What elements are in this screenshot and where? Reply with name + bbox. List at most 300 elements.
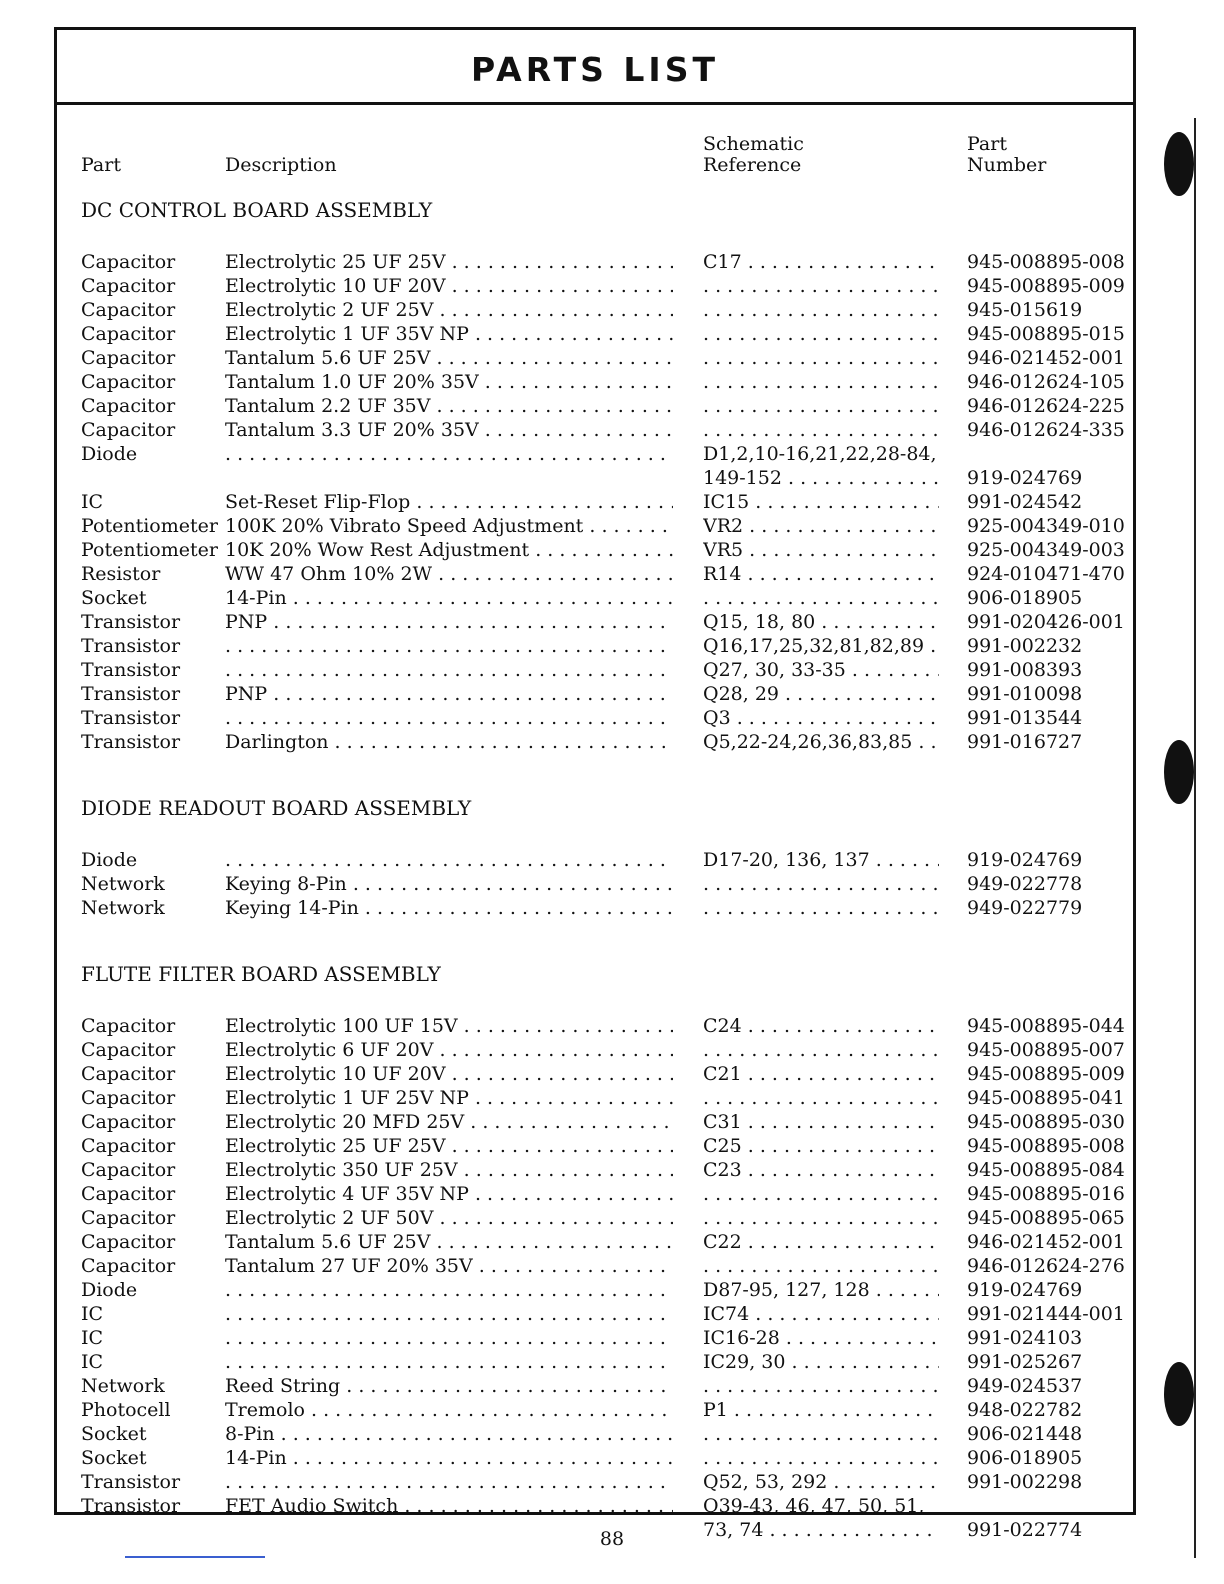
table-row — [81, 848, 1123, 872]
part-number — [967, 634, 1137, 658]
table-row — [81, 634, 1123, 658]
part-name — [81, 298, 225, 322]
part-number-text: 948-022782 — [967, 1399, 1083, 1421]
part-number-text: 946-021452-001 — [967, 1231, 1125, 1253]
table-row — [81, 1278, 1123, 1302]
schematic-reference — [703, 394, 939, 418]
schematic-reference-text: Q28, 29 — [703, 683, 780, 705]
part-description-text: Tantalum 5.6 UF 25V — [225, 1231, 431, 1253]
part-description-text: PNP — [225, 611, 268, 633]
part-name — [81, 634, 225, 658]
part-name-text: IC — [81, 491, 104, 513]
part-number — [967, 1422, 1137, 1446]
part-number-text: 945-008895-015 — [967, 323, 1125, 345]
part-description-text: Set-Reset Flip-Flop — [225, 491, 411, 513]
part-number-text: 991-002298 — [967, 1471, 1083, 1493]
schematic-reference — [703, 322, 939, 346]
part-number — [967, 1134, 1137, 1158]
schematic-reference — [703, 1470, 939, 1494]
part-description — [225, 1014, 673, 1038]
part-number-text: 991-024542 — [967, 491, 1083, 513]
part-description-text: FET Audio Switch — [225, 1495, 399, 1517]
part-name-text: Transistor — [81, 731, 181, 753]
schematic-reference-text: Q27, 30, 33-35 — [703, 659, 846, 681]
part-name-text: Transistor — [81, 659, 181, 681]
page-number: 88 — [599, 1528, 625, 1550]
section-title: FLUTE FILTER BOARD ASSEMBLY — [81, 962, 441, 986]
part-name — [81, 1110, 225, 1134]
part-name-text: Capacitor — [81, 299, 176, 321]
part-name-text: Diode — [81, 849, 138, 871]
schematic-reference-line2-text: 73, 74 — [703, 1519, 764, 1541]
part-description-text: 10K 20% Wow Rest Adjustment — [225, 539, 530, 561]
schematic-reference — [703, 490, 939, 514]
table-row — [81, 1230, 1123, 1254]
table-row — [81, 1014, 1123, 1038]
part-description — [225, 1350, 673, 1374]
part-description — [225, 1302, 673, 1326]
part-description-text: Reed String — [225, 1375, 341, 1397]
header-number-line1: Part — [967, 133, 1007, 155]
part-number — [967, 250, 1137, 274]
header-number-line2: Number — [967, 154, 1047, 176]
part-name-text: Transistor — [81, 707, 181, 729]
schematic-reference — [703, 1446, 939, 1470]
part-name-text: Capacitor — [81, 251, 176, 273]
schematic-reference-text: IC29, 30 — [703, 1351, 786, 1373]
schematic-reference-text: IC74 — [703, 1303, 750, 1325]
part-number — [967, 1014, 1137, 1038]
part-name — [81, 706, 225, 730]
part-number-text: 946-021452-001 — [967, 347, 1125, 369]
part-name-text: Socket — [81, 1447, 147, 1469]
part-name-text: Capacitor — [81, 1231, 176, 1253]
part-number — [967, 1350, 1137, 1374]
schematic-reference — [703, 872, 939, 896]
schematic-reference — [703, 514, 939, 538]
part-number — [967, 346, 1137, 370]
schematic-reference — [703, 1086, 939, 1110]
part-description — [225, 1254, 673, 1278]
part-description — [225, 730, 673, 754]
part-number — [967, 298, 1137, 322]
part-name — [81, 730, 225, 754]
part-description-text: Tantalum 3.3 UF 20% 35V — [225, 419, 479, 441]
schematic-reference — [703, 634, 939, 658]
schematic-reference — [703, 1326, 939, 1350]
part-description — [225, 418, 673, 442]
part-description — [225, 610, 673, 634]
part-name — [81, 1326, 225, 1350]
header-schematic-reference — [703, 134, 804, 176]
schematic-reference — [703, 274, 939, 298]
part-number — [967, 706, 1137, 730]
part-name-text: Capacitor — [81, 1111, 176, 1133]
schematic-reference-text: C24 — [703, 1015, 742, 1037]
part-number-text: 945-008895-008 — [967, 251, 1125, 273]
schematic-reference — [703, 848, 939, 872]
part-description-text: 14-Pin — [225, 587, 287, 609]
schematic-reference-text: C31 — [703, 1111, 742, 1133]
schematic-reference — [703, 1158, 939, 1182]
schematic-reference-text: Q3 — [703, 707, 731, 729]
table-row — [81, 1326, 1123, 1350]
schematic-reference — [703, 1014, 939, 1038]
part-name-text: Capacitor — [81, 1183, 176, 1205]
part-name — [81, 490, 225, 514]
schematic-reference-line2-text: 149-152 — [703, 467, 782, 489]
schematic-reference — [703, 610, 939, 634]
part-number — [967, 394, 1137, 418]
part-description-text: 8-Pin — [225, 1423, 275, 1445]
schematic-reference-text: P1 — [703, 1399, 728, 1421]
part-name — [81, 346, 225, 370]
part-description — [225, 1422, 673, 1446]
schematic-reference — [703, 1230, 939, 1254]
part-number — [967, 896, 1137, 920]
part-number-text: 991-013544 — [967, 707, 1083, 729]
part-number-text: 949-022778 — [967, 873, 1083, 895]
part-name-text: Capacitor — [81, 1159, 176, 1181]
schematic-reference-text: IC16-28 — [703, 1327, 780, 1349]
part-name-text: Capacitor — [81, 1015, 176, 1037]
part-description — [225, 562, 673, 586]
part-name-text: Diode — [81, 1279, 138, 1301]
part-number-text: 946-012624-105 — [967, 371, 1125, 393]
part-name — [81, 872, 225, 896]
part-description-text: Electrolytic 100 UF 15V — [225, 1015, 458, 1037]
schematic-reference — [703, 682, 939, 706]
part-number-text: 946-012624-276 — [967, 1255, 1125, 1277]
schematic-reference — [703, 370, 939, 394]
table-row — [81, 1350, 1123, 1374]
part-name — [81, 1278, 225, 1302]
part-number — [967, 418, 1137, 442]
part-number — [967, 658, 1137, 682]
part-number-text: 991-025267 — [967, 1351, 1083, 1373]
schematic-reference — [703, 1062, 939, 1086]
schematic-reference-text: C22 — [703, 1231, 742, 1253]
part-number — [967, 1278, 1137, 1302]
part-number — [967, 610, 1137, 634]
part-name-text: Potentiometer — [81, 515, 218, 537]
part-name-text: Capacitor — [81, 275, 176, 297]
part-name-text: Transistor — [81, 1495, 181, 1517]
part-number — [967, 1038, 1137, 1062]
part-description — [225, 1086, 673, 1110]
part-name — [81, 250, 225, 274]
part-name — [81, 896, 225, 920]
part-name-text: Resistor — [81, 563, 161, 585]
table-row — [81, 490, 1123, 514]
part-name — [81, 1470, 225, 1494]
part-name — [81, 418, 225, 442]
part-number-text: 991-021444-001 — [967, 1303, 1125, 1325]
part-name-text: Diode — [81, 443, 138, 465]
part-description-text: Electrolytic 25 UF 25V — [225, 251, 446, 273]
part-name — [81, 586, 225, 610]
part-description-text: PNP — [225, 683, 268, 705]
part-description — [225, 490, 673, 514]
part-description-text: Keying 14-Pin — [225, 897, 359, 919]
part-number — [967, 1062, 1137, 1086]
table-row — [81, 682, 1123, 706]
part-number-text: 945-015619 — [967, 299, 1083, 321]
part-number-text: 924-010471-470 — [967, 563, 1125, 585]
part-number — [967, 586, 1137, 610]
part-number — [967, 274, 1137, 298]
schematic-reference-text: VR5 — [703, 539, 744, 561]
part-name — [81, 370, 225, 394]
part-name — [81, 1038, 225, 1062]
part-description — [225, 658, 673, 682]
section-title: DC CONTROL BOARD ASSEMBLY — [81, 198, 433, 222]
part-description — [225, 848, 673, 872]
part-description — [225, 1134, 673, 1158]
table-row — [81, 1206, 1123, 1230]
part-name-text: Photocell — [81, 1399, 171, 1421]
part-number — [967, 514, 1137, 538]
section-title: DIODE READOUT BOARD ASSEMBLY — [81, 796, 472, 820]
schematic-reference — [703, 298, 939, 322]
part-number — [967, 1254, 1137, 1278]
part-description — [225, 250, 673, 274]
part-name-text: Network — [81, 1375, 165, 1397]
part-description — [225, 586, 673, 610]
part-number-text: 906-018905 — [967, 587, 1083, 609]
part-name — [81, 1254, 225, 1278]
part-number — [967, 1206, 1137, 1230]
table-row — [81, 658, 1123, 682]
part-description — [225, 1446, 673, 1470]
schematic-reference — [703, 1278, 939, 1302]
part-number — [967, 848, 1137, 872]
table-row — [81, 298, 1123, 322]
table-row — [81, 610, 1123, 634]
part-description — [225, 274, 673, 298]
part-number — [967, 1398, 1137, 1422]
binder-margin-line — [1194, 118, 1196, 1558]
binder-hole — [1164, 740, 1194, 804]
part-description — [225, 442, 673, 466]
part-name-text: Capacitor — [81, 1039, 176, 1061]
part-number-text: 945-008895-041 — [967, 1087, 1125, 1109]
part-description-text: WW 47 Ohm 10% 2W — [225, 563, 433, 585]
schematic-reference — [703, 418, 939, 442]
part-description-text: Electrolytic 6 UF 20V — [225, 1039, 434, 1061]
part-description-text: Electrolytic 4 UF 35V NP — [225, 1183, 469, 1205]
table-row — [81, 394, 1123, 418]
schematic-reference-text: D87-95, 127, 128 — [703, 1279, 870, 1301]
part-name — [81, 610, 225, 634]
part-number — [967, 1182, 1137, 1206]
table-row — [81, 538, 1123, 562]
part-description — [225, 1398, 673, 1422]
part-number-text: 945-008895-016 — [967, 1183, 1125, 1205]
part-name-text: Socket — [81, 1423, 147, 1445]
part-description-text: Electrolytic 10 UF 20V — [225, 1063, 446, 1085]
header-description: Description — [225, 154, 337, 176]
part-description — [225, 706, 673, 730]
table-row — [81, 1398, 1123, 1422]
part-number — [967, 490, 1137, 514]
part-description-text: Electrolytic 2 UF 50V — [225, 1207, 434, 1229]
schematic-reference-line2 — [703, 466, 939, 490]
part-name — [81, 1350, 225, 1374]
part-number — [967, 466, 1137, 490]
part-number-text: 906-018905 — [967, 1447, 1083, 1469]
table-row — [81, 250, 1123, 274]
schematic-reference — [703, 538, 939, 562]
part-number — [967, 872, 1137, 896]
part-description — [225, 538, 673, 562]
part-name-text: Transistor — [81, 635, 181, 657]
part-name-text: Capacitor — [81, 1255, 176, 1277]
part-name — [81, 1374, 225, 1398]
schematic-reference — [703, 1422, 939, 1446]
table-header — [81, 130, 1123, 178]
part-name-text: Capacitor — [81, 1207, 176, 1229]
table-row — [81, 562, 1123, 586]
schematic-reference — [703, 706, 939, 730]
schematic-reference — [703, 346, 939, 370]
part-number-text: 991-020426-001 — [967, 611, 1125, 633]
part-description — [225, 1374, 673, 1398]
part-description — [225, 682, 673, 706]
schematic-reference — [703, 658, 939, 682]
part-description — [225, 1470, 673, 1494]
part-description — [225, 1494, 673, 1518]
part-number-text: 991-022774 — [967, 1519, 1083, 1541]
part-number — [967, 562, 1137, 586]
schematic-reference — [703, 1206, 939, 1230]
part-number-text: 925-004349-003 — [967, 539, 1125, 561]
part-name — [81, 394, 225, 418]
parts-table — [81, 130, 1123, 1542]
part-name-text: Transistor — [81, 611, 181, 633]
part-name — [81, 682, 225, 706]
schematic-reference — [703, 1254, 939, 1278]
part-number-text: 991-016727 — [967, 731, 1083, 753]
table-row — [81, 1158, 1123, 1182]
part-description — [225, 1278, 673, 1302]
part-description — [225, 1038, 673, 1062]
table-row — [81, 1422, 1123, 1446]
part-number-text: 945-008895-007 — [967, 1039, 1125, 1061]
part-description-text: Electrolytic 20 MFD 25V — [225, 1111, 465, 1133]
part-name-text: IC — [81, 1303, 104, 1325]
part-description — [225, 1062, 673, 1086]
schematic-reference-text: C23 — [703, 1159, 742, 1181]
schematic-reference-text: Q16,17,25,32,81,82,89 — [703, 635, 925, 657]
part-name — [81, 514, 225, 538]
part-number — [967, 1158, 1137, 1182]
part-description-text: Darlington — [225, 731, 329, 753]
part-name — [81, 1182, 225, 1206]
part-description — [225, 322, 673, 346]
part-description-text: 14-Pin — [225, 1447, 287, 1469]
page-title: PARTS LIST — [471, 50, 719, 89]
part-description-text: Tantalum 2.2 UF 35V — [225, 395, 431, 417]
part-name-text: Capacitor — [81, 371, 176, 393]
schematic-reference-text: VR2 — [703, 515, 744, 537]
part-number-text: 946-012624-225 — [967, 395, 1125, 417]
table-row — [81, 706, 1123, 730]
part-number — [967, 322, 1137, 346]
schematic-reference-text: Q15, 18, 80 — [703, 611, 816, 633]
table-row — [81, 1062, 1123, 1086]
part-name-text: Capacitor — [81, 347, 176, 369]
part-number-text: 945-008895-044 — [967, 1015, 1125, 1037]
part-name — [81, 1446, 225, 1470]
part-number — [967, 682, 1137, 706]
schematic-reference — [703, 1398, 939, 1422]
table-row — [81, 1374, 1123, 1398]
schematic-reference — [703, 1350, 939, 1374]
part-description — [225, 634, 673, 658]
part-description-text: Tremolo — [225, 1399, 305, 1421]
part-number-text: 925-004349-010 — [967, 515, 1125, 537]
part-description — [225, 394, 673, 418]
part-number-text: 945-008895-009 — [967, 1063, 1125, 1085]
part-name-text: Network — [81, 897, 165, 919]
part-name-text: Capacitor — [81, 1135, 176, 1157]
part-number-text: 991-010098 — [967, 683, 1083, 705]
part-name — [81, 1134, 225, 1158]
part-number-text: 949-024537 — [967, 1375, 1083, 1397]
part-number — [967, 538, 1137, 562]
part-description — [225, 1158, 673, 1182]
schematic-reference — [703, 250, 939, 274]
part-description — [225, 1326, 673, 1350]
part-number — [967, 1086, 1137, 1110]
part-number — [967, 1326, 1137, 1350]
table-row — [81, 1470, 1123, 1494]
schematic-reference-line1: Q39-43, 46, 47, 50, 51, — [703, 1495, 925, 1517]
part-number — [967, 1374, 1137, 1398]
part-number-text: 991-008393 — [967, 659, 1083, 681]
table-row — [81, 514, 1123, 538]
table-row — [81, 586, 1123, 610]
schematic-reference-text: D17-20, 136, 137 — [703, 849, 870, 871]
part-description — [225, 896, 673, 920]
part-number — [967, 1110, 1137, 1134]
parts-list-frame — [54, 27, 1136, 1541]
part-description-text: Electrolytic 1 UF 25V NP — [225, 1087, 469, 1109]
table-row — [81, 1254, 1123, 1278]
part-name — [81, 1158, 225, 1182]
part-name-text: Capacitor — [81, 395, 176, 417]
part-name-text: Capacitor — [81, 1087, 176, 1109]
part-name — [81, 1206, 225, 1230]
part-number-text: 949-022779 — [967, 897, 1083, 919]
header-reference-line2: Reference — [703, 154, 802, 176]
title-bar — [57, 30, 1133, 105]
part-number — [967, 1470, 1137, 1494]
schematic-reference-text: Q5,22-24,26,36,83,85 — [703, 731, 913, 753]
part-name-text: IC — [81, 1351, 104, 1373]
schematic-reference — [703, 1302, 939, 1326]
part-number-text: 945-008895-009 — [967, 275, 1125, 297]
table-row — [81, 370, 1123, 394]
part-name — [81, 322, 225, 346]
part-name — [81, 442, 225, 466]
part-number-text: 919-024769 — [967, 849, 1083, 871]
schematic-reference — [703, 1374, 939, 1398]
part-name-text: IC — [81, 1327, 104, 1349]
table-row — [81, 346, 1123, 370]
table-row — [81, 1302, 1123, 1326]
